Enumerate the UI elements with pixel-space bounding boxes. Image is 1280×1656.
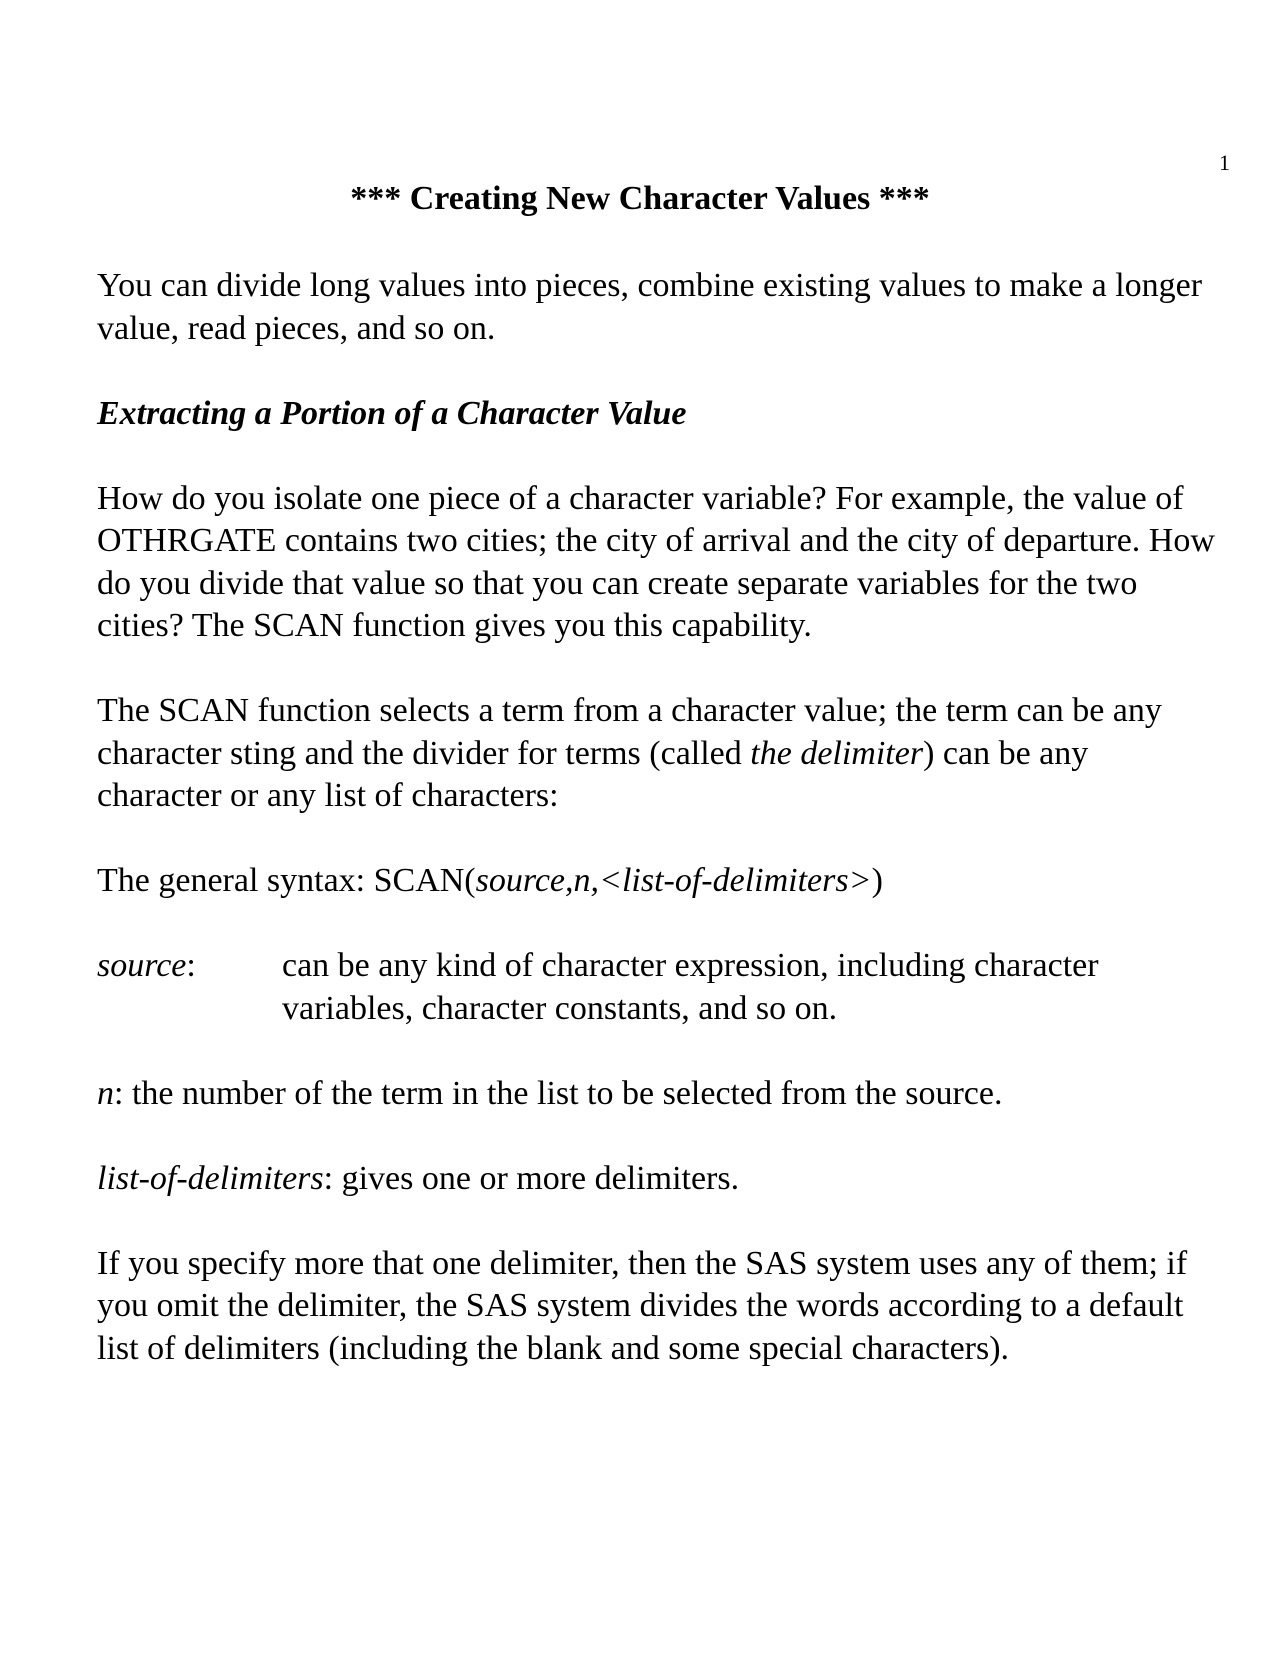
paragraph-multiple-delimiters: If you specify more that one delimiter, then the SAS system uses any of them; if you omit the delimiter, the SAS system divides the words according to a default list of delimiters (including the blank and some special characters). — [97, 1244, 1188, 1367]
term-colon: : — [186, 947, 196, 984]
term-list-of-delimiters: list-of-delimiters — [97, 1159, 324, 1197]
definition-source — [97, 945, 1217, 1030]
definition-desc: can be any kind of character expression, including character variables, character constants, and so on. — [282, 947, 1099, 1027]
page-title: *** Creating New Character Values *** — [350, 180, 930, 217]
syntax-close: ) — [871, 862, 883, 899]
paragraph-scan-text-after: ) can be any character or any list of characters: — [97, 734, 1089, 814]
term-source: source — [97, 947, 187, 984]
intro-paragraph: You can divide long values into pieces, combine existing values to make a longer value, read pieces, and so on. — [97, 267, 1203, 347]
syntax-line — [97, 860, 1217, 903]
document-body — [97, 265, 1217, 1413]
term-n: n — [97, 1074, 114, 1112]
paragraph-isolate: How do you isolate one piece of a character variable? For example, the value of OTHRGATE contains two cities; the city of arrival and the city of departure. How do you divide that value so that you can create separate variables for the two cities? The SCAN function gives you this capability. — [97, 479, 1215, 644]
paragraph-scan-function — [97, 690, 1217, 818]
section-heading: Extracting a Portion of a Character Value — [97, 394, 687, 432]
definition-delimiters-desc: : gives one or more delimiters. — [323, 1159, 740, 1197]
syntax-args: source,n,<list-of-delimiters> — [475, 862, 872, 899]
delimiter-term: the delimiter — [750, 734, 924, 772]
page-number: 1 — [1219, 150, 1230, 175]
definition-n — [97, 1073, 1217, 1116]
paragraph-scan-text-before: The SCAN function selects a term from a character value; the term can be any character sting and the divider for terms (called — [97, 692, 1162, 772]
definition-delimiters — [97, 1158, 1217, 1201]
definition-term — [97, 945, 282, 1030]
definition-n-desc: : the number of the term in the list to be selected from the source. — [114, 1074, 1003, 1112]
syntax-label: The general syntax: SCAN( — [97, 862, 476, 899]
